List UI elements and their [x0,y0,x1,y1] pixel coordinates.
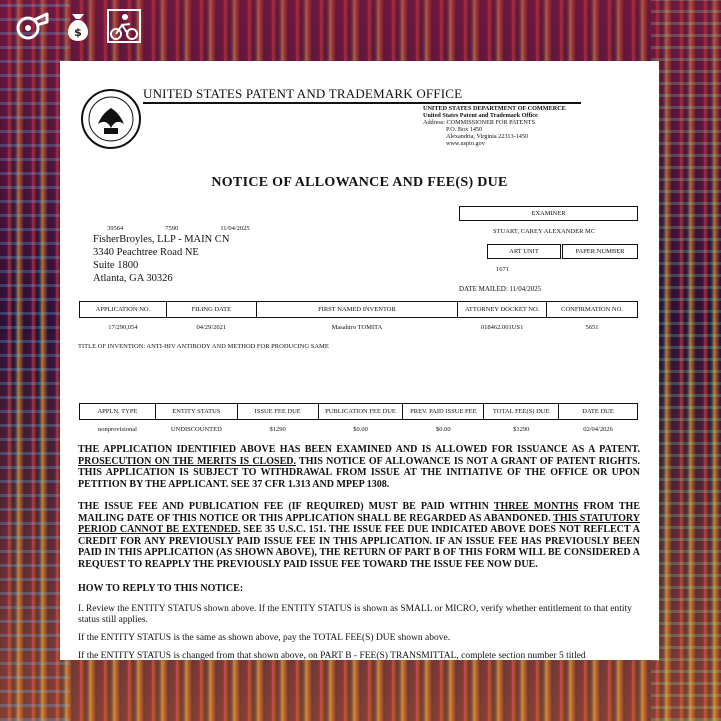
art-unit-value: 1671 [496,266,509,273]
table-header-row [80,302,638,318]
col-header: CONFIRMATION NO. [547,302,638,318]
examiner-name: STUART, CAREY ALEXANDER MC [493,228,596,235]
allowance-text: THE APPLICATION IDENTIFIED ABOVE HAS BEEN EXAMINED AND IS ALLOWED FOR ISSUANCE AS A PATENT. [78,444,640,455]
cyclist-icon[interactable] [104,6,144,46]
firm-name: FisherBroyles, LLP - MAIN CN [93,234,230,245]
customer-code: 39564 [107,225,124,232]
art-unit-label: ART UNIT [487,244,561,259]
col-header: ENTITY STATUS [155,404,237,420]
filing-date: 04/29/2021 [196,324,227,332]
how-to-reply-heading: HOW TO REPLY TO THIS NOTICE: [78,583,244,594]
instruction-1: I. Review the ENTITY STATUS shown above. If the ENTITY STATUS is shown as SMALL or MICRO, verify whether entitlement to that entity status still applies. [78,604,632,625]
correspondence-date: 11/04/2025 [220,225,250,232]
table-row [80,420,638,436]
correspondence-address [93,224,250,285]
issue-fee-due: $1290 [269,426,286,434]
suite: Suite 1800 [93,260,139,271]
department-address-block [423,105,566,147]
total-fees-due: $1290 [513,426,530,434]
title-of-invention: TITLE OF INVENTION: ANTI-HIV ANTIBODY AND METHOD FOR PRODUCING SAME [78,343,329,350]
publication-fee-due: $0.00 [353,426,368,434]
confirmation-number: 5651 [585,324,599,332]
col-header: ISSUE FEE DUE [237,404,318,420]
col-header: FIRST NAMED INVENTOR [256,302,458,318]
col-header: DATE DUE [559,404,638,420]
statutory-period-text: THIS STATUTORY PERIOD CANNOT BE EXTENDED. [78,512,641,535]
fee-text: FROM THE MAILING DATE OF THIS NOTICE OR THIS APPLICATION SHALL BE REGARDED AS ABANDONED. [78,501,640,524]
table-header-row [80,404,638,420]
fee-text: SEE 35 U.S.C. 151. THE ISSUE FEE DUE INDICATED ABOVE DOES NOT REFLECT A CREDIT FOR ANY PREVIOUSLY PAID ISSUE FEE IN THIS APPLICATION. IF AN ISSUE FEE HAS PREVIOUSLY BEEN PAID IN THIS APPLICATION (AS SHOWN ABOVE), THE RETURN OF PART B OF THIS FORM WILL BE CONSIDERED A REQUEST TO REAPPLY THE PREVIOUSLY PAID ISSUE FEE TOWARD THE ISSUE FEE NOW DUE. [78,524,640,570]
form-code: 7590 [165,225,179,232]
fee-paragraph [78,501,640,570]
office-title: UNITED STATES PATENT AND TRADEMARK OFFICE [143,86,463,101]
instruction-3: If the ENTITY STATUS is changed from that shown above, on PART B - FEE(S) TRANSMITTAL, complete section number 5 titled [78,651,586,660]
top-icon-bar [12,6,144,46]
first-named-inventor: Masahiro TOMITA [331,324,383,332]
address-line: Alexandria, Virginia 22313-1450 [446,133,529,140]
svg-text:$: $ [74,26,82,39]
examiner-label: EXAMINER [459,206,638,221]
paper-number-label: PAPER NUMBER [562,244,638,259]
col-header: FILING DATE [166,302,256,318]
col-header: APPLN. TYPE [80,404,156,420]
application-type: nonprovisional [97,426,137,434]
col-header: TOTAL FEE(S) DUE [484,404,559,420]
col-header: PUBLICATION FEE DUE [318,404,403,420]
col-header: PREV. PAID ISSUE FEE [403,404,484,420]
office-line: United States Patent and Trademark Office [423,112,538,119]
uspto-seal-icon [80,88,142,150]
city-state-zip: Atlanta, GA 30326 [93,273,173,284]
date-mailed: DATE MAILED: 11/04/2025 [459,285,542,293]
date-due: 02/04/2026 [583,426,613,434]
col-header: ATTORNEY DOCKET NO. [458,302,547,318]
website-line: www.uspto.gov [446,140,485,147]
three-months-text: THREE MONTHS [493,501,579,512]
attorney-docket-number: 018462.001US1 [480,324,524,332]
notice-document [60,61,659,660]
instruction-2: If the ENTITY STATUS is the same as shown above, pay the TOTAL FEE(S) DUE shown above. [78,633,451,643]
background-chart-glow-right [651,0,721,721]
col-header: APPLICATION NO. [80,302,167,318]
fee-table [79,403,638,436]
address-line: P.O. Box 1450 [446,126,483,133]
money-bag-icon[interactable] [58,6,98,46]
title-divider [143,102,581,104]
entity-status: UNDISCOUNTED [170,426,222,434]
application-number: 17/290,054 [108,324,138,332]
prosecution-closed-text: PROSECUTION ON THE MERITS IS CLOSED. [78,455,296,467]
notice-title: NOTICE OF ALLOWANCE AND FEE(S) DUE [211,175,508,190]
table-row [80,318,638,334]
application-table [79,301,638,334]
fee-text: THE ISSUE FEE AND PUBLICATION FEE (IF REQUIRED) MUST BE PAID WITHIN [78,501,489,512]
whistle-icon[interactable] [12,6,52,46]
allowance-text: THIS NOTICE OF ALLOWANCE IS NOT A GRANT OF PATENT RIGHTS. THIS APPLICATION IS SUBJECT TO WITHDRAWAL FROM ISSUE AT THE INITIATIVE OF THE OFFICE OR UPON PETITION BY THE APPLICANT. SEE 37 CFR 1.313 AND MPEP 1308. [78,455,641,490]
address-line: Address: COMMISSIONER FOR PATENTS [423,119,536,126]
prev-paid-issue-fee: $0.00 [436,426,451,434]
dept-line: UNITED STATES DEPARTMENT OF COMMERCE [423,105,566,112]
street-address: 3340 Peachtree Road NE [93,247,199,258]
allowance-paragraph [78,444,640,490]
